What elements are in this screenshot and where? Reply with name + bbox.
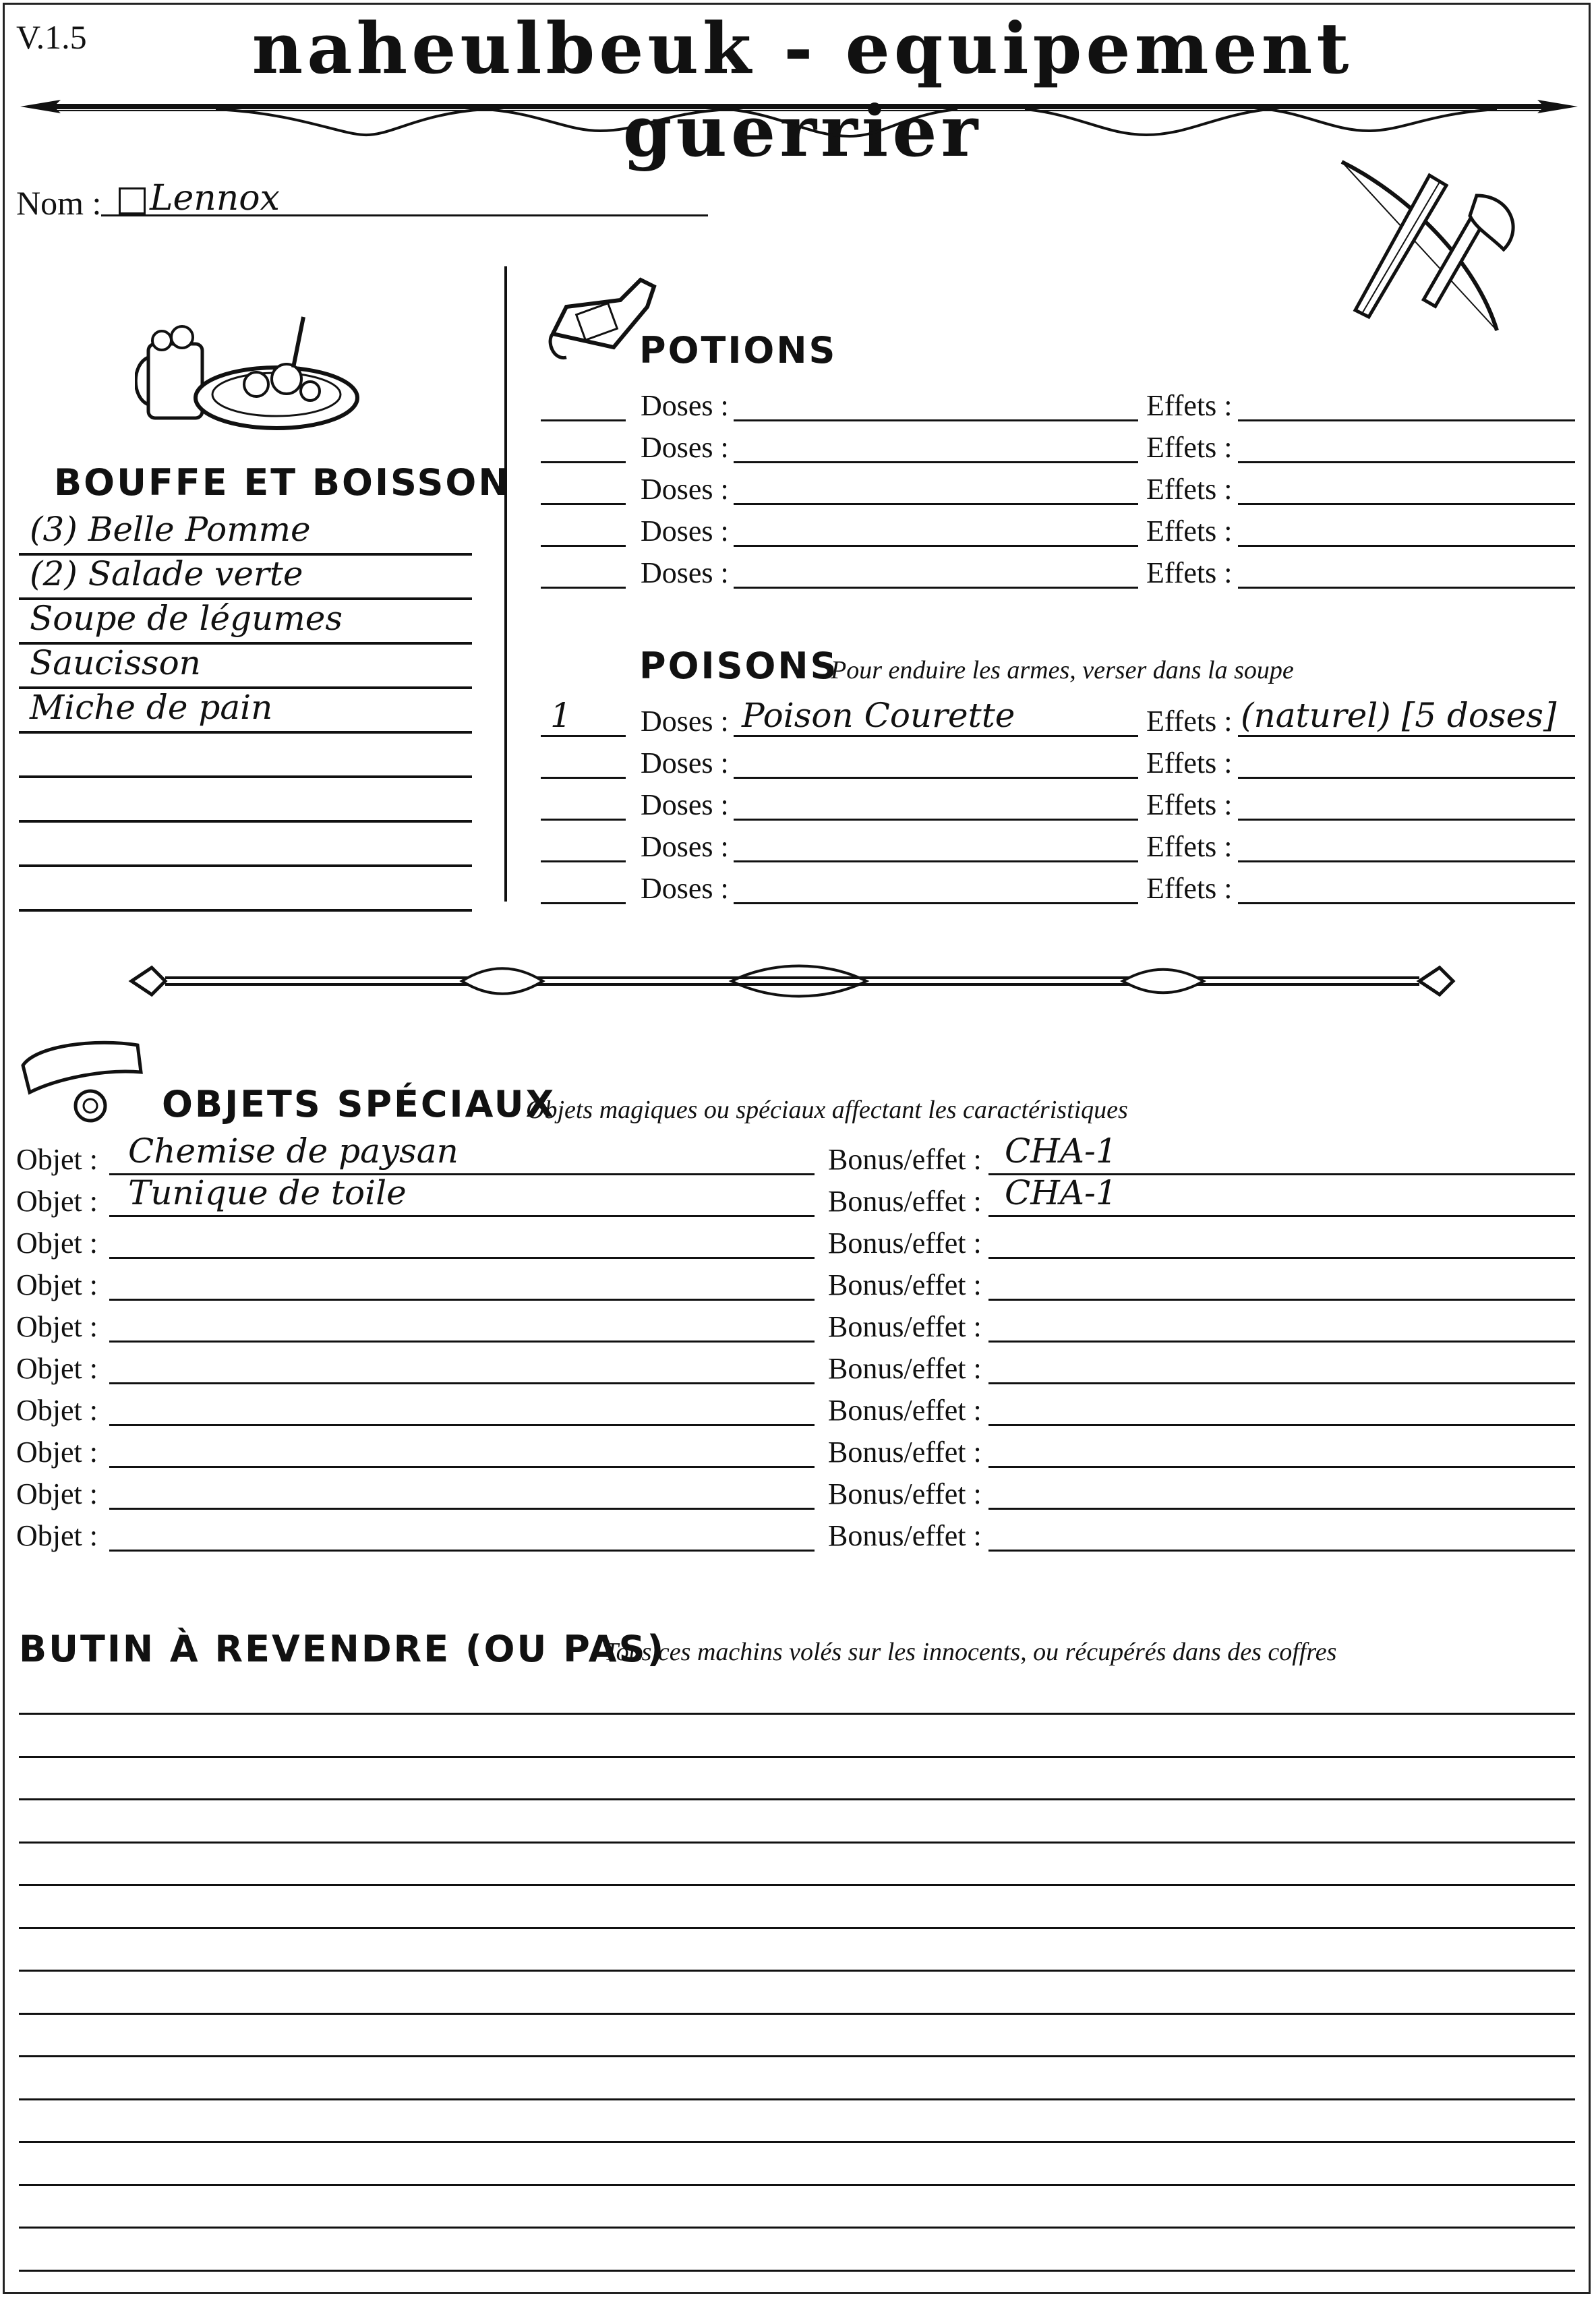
potions-section-title: POTIONS	[639, 329, 837, 372]
doses-label: Doses :	[641, 473, 729, 506]
doses-label: Doses :	[641, 389, 729, 422]
loot-line[interactable]	[19, 2013, 1575, 2015]
food-item[interactable]: (3) Belle Pomme	[30, 510, 311, 549]
food-line	[19, 820, 472, 823]
bonus-label: Bonus/effet :	[828, 1185, 982, 1218]
doses-label: Doses :	[641, 431, 729, 464]
column-divider	[504, 266, 507, 902]
effets-line	[1238, 419, 1575, 421]
page-title: naheulbeuk - equipement guerrier	[252, 7, 1353, 173]
name-underline	[101, 214, 708, 216]
food-line	[19, 775, 472, 778]
potions-qty-line	[541, 461, 626, 463]
loot-line[interactable]	[19, 2141, 1575, 2143]
doses-line	[734, 503, 1138, 505]
objet-label: Objet :	[16, 1394, 98, 1427]
effets-label: Effets :	[1146, 473, 1233, 506]
objet-line	[109, 1299, 815, 1301]
doses-line	[734, 587, 1138, 589]
potions-qty-line	[541, 587, 626, 589]
loot-line[interactable]	[19, 1713, 1575, 1715]
bonus-line	[988, 1382, 1575, 1384]
loot-line[interactable]	[19, 1798, 1575, 1800]
bonus-value[interactable]: CHA-1	[1005, 1131, 1117, 1171]
food-line	[19, 864, 472, 867]
objet-label: Objet :	[16, 1310, 98, 1343]
doses-label: Doses :	[641, 746, 729, 779]
objet-line	[109, 1382, 815, 1384]
effets-label: Effets :	[1146, 788, 1233, 821]
objet-label: Objet :	[16, 1268, 98, 1301]
effets-label: Effets :	[1146, 746, 1233, 779]
objet-label: Objet :	[16, 1227, 98, 1260]
objet-label: Objet :	[16, 1185, 98, 1218]
bonus-line	[988, 1257, 1575, 1259]
bonus-line	[988, 1215, 1575, 1217]
objet-line	[109, 1340, 815, 1343]
food-item[interactable]: Miche de pain	[30, 688, 273, 727]
effets-line	[1238, 860, 1575, 862]
food-drink-icon	[135, 303, 364, 438]
bonus-line	[988, 1299, 1575, 1301]
doses-label: Doses :	[641, 872, 729, 905]
effets-label: Effets :	[1146, 872, 1233, 905]
food-item[interactable]: Soupe de légumes	[30, 599, 343, 638]
doses-line	[734, 545, 1138, 547]
doses-value[interactable]: Poison Courette	[742, 696, 1015, 735]
staff-divider-icon	[125, 958, 1460, 1005]
bonus-value[interactable]: CHA-1	[1005, 1173, 1117, 1212]
effets-line	[1238, 461, 1575, 463]
effets-line	[1238, 735, 1575, 737]
effets-line	[1238, 819, 1575, 821]
potions-qty-line	[541, 503, 626, 505]
objet-label: Objet :	[16, 1352, 98, 1385]
doses-label: Doses :	[641, 830, 729, 863]
version-label: V.1.5	[16, 18, 87, 56]
bonus-line	[988, 1550, 1575, 1552]
objet-value[interactable]: Chemise de paysan	[128, 1131, 459, 1171]
poisons-qty[interactable]: 1	[550, 696, 572, 735]
doses-label: Doses :	[641, 705, 729, 738]
poisons-qty-line	[541, 902, 626, 904]
doses-line	[734, 777, 1138, 779]
bonus-label: Bonus/effet :	[828, 1436, 982, 1469]
spear-divider-icon	[13, 86, 1585, 140]
bonus-line	[988, 1340, 1575, 1343]
name-checkbox[interactable]	[119, 187, 146, 214]
doses-label: Doses :	[641, 556, 729, 589]
effets-value[interactable]: (naturel) [5 doses]	[1241, 696, 1557, 735]
food-item[interactable]: Saucisson	[30, 643, 201, 682]
poisons-subtitle: Pour enduire les armes, verser dans la soupe	[831, 656, 1294, 684]
special-objects-section-title: OBJETS SPÉCIAUX	[162, 1083, 556, 1125]
name-value[interactable]: Lennox	[150, 178, 280, 218]
loot-line[interactable]	[19, 1756, 1575, 1758]
loot-line[interactable]	[19, 2227, 1575, 2229]
bonus-label: Bonus/effet :	[828, 1519, 982, 1552]
objet-label: Objet :	[16, 1436, 98, 1469]
loot-line[interactable]	[19, 2184, 1575, 2186]
bonus-line	[988, 1508, 1575, 1510]
loot-subtitle: Tous ces machins volés sur les innocents, ou récupérés dans des coffres	[604, 1638, 1337, 1666]
special-objects-subtitle: Objets magiques ou spéciaux affectant les caractéristiques	[526, 1096, 1128, 1124]
loot-line[interactable]	[19, 1842, 1575, 1844]
loot-line[interactable]	[19, 1884, 1575, 1886]
objet-label: Objet :	[16, 1477, 98, 1510]
effets-label: Effets :	[1146, 431, 1233, 464]
bonus-label: Bonus/effet :	[828, 1143, 982, 1176]
bonus-label: Bonus/effet :	[828, 1268, 982, 1301]
name-label: Nom :	[16, 184, 102, 222]
objet-label: Objet :	[16, 1519, 98, 1552]
objet-line	[109, 1508, 815, 1510]
effets-label: Effets :	[1146, 514, 1233, 548]
poisons-qty-line	[541, 819, 626, 821]
effets-line	[1238, 545, 1575, 547]
scroll-ring-icon	[16, 1032, 151, 1133]
doses-line	[734, 735, 1138, 737]
food-item[interactable]: (2) Salade verte	[30, 554, 303, 593]
objet-line	[109, 1550, 815, 1552]
effets-label: Effets :	[1146, 556, 1233, 589]
loot-line[interactable]	[19, 2270, 1575, 2272]
effets-line	[1238, 503, 1575, 505]
doses-line	[734, 819, 1138, 821]
doses-line	[734, 860, 1138, 862]
objet-line	[109, 1215, 815, 1217]
bonus-line	[988, 1466, 1575, 1468]
bonus-label: Bonus/effet :	[828, 1310, 982, 1343]
loot-section-title: BUTIN À REVENDRE (OU PAS)	[19, 1628, 666, 1670]
doses-line	[734, 419, 1138, 421]
loot-line[interactable]	[19, 2098, 1575, 2100]
crossed-weapons-icon	[1328, 155, 1531, 337]
objet-line	[109, 1257, 815, 1259]
doses-label: Doses :	[641, 788, 729, 821]
loot-line[interactable]	[19, 1927, 1575, 1929]
poisons-qty-line	[541, 777, 626, 779]
food-section-title: BOUFFE ET BOISSON	[54, 461, 511, 504]
objet-label: Objet :	[16, 1143, 98, 1176]
effets-line	[1238, 587, 1575, 589]
food-line	[19, 731, 472, 734]
potions-qty-line	[541, 419, 626, 421]
effets-label: Effets :	[1146, 830, 1233, 863]
bonus-label: Bonus/effet :	[828, 1477, 982, 1510]
doses-line	[734, 461, 1138, 463]
effets-line	[1238, 902, 1575, 904]
effets-label: Effets :	[1146, 705, 1233, 738]
objet-line	[109, 1424, 815, 1426]
bonus-label: Bonus/effet :	[828, 1227, 982, 1260]
bonus-label: Bonus/effet :	[828, 1352, 982, 1385]
poisons-section-title: POISONS	[639, 645, 839, 687]
doses-line	[734, 902, 1138, 904]
objet-line	[109, 1466, 815, 1468]
bonus-label: Bonus/effet :	[828, 1394, 982, 1427]
loot-line[interactable]	[19, 2055, 1575, 2057]
food-line	[19, 909, 472, 912]
effets-label: Effets :	[1146, 389, 1233, 422]
bonus-line	[988, 1424, 1575, 1426]
effets-line	[1238, 777, 1575, 779]
potions-qty-line	[541, 545, 626, 547]
loot-line[interactable]	[19, 1970, 1575, 1972]
poisons-qty-line	[541, 860, 626, 862]
poisons-qty-line	[541, 735, 626, 737]
doses-label: Doses :	[641, 514, 729, 548]
objet-value[interactable]: Tunique de toile	[128, 1173, 407, 1212]
